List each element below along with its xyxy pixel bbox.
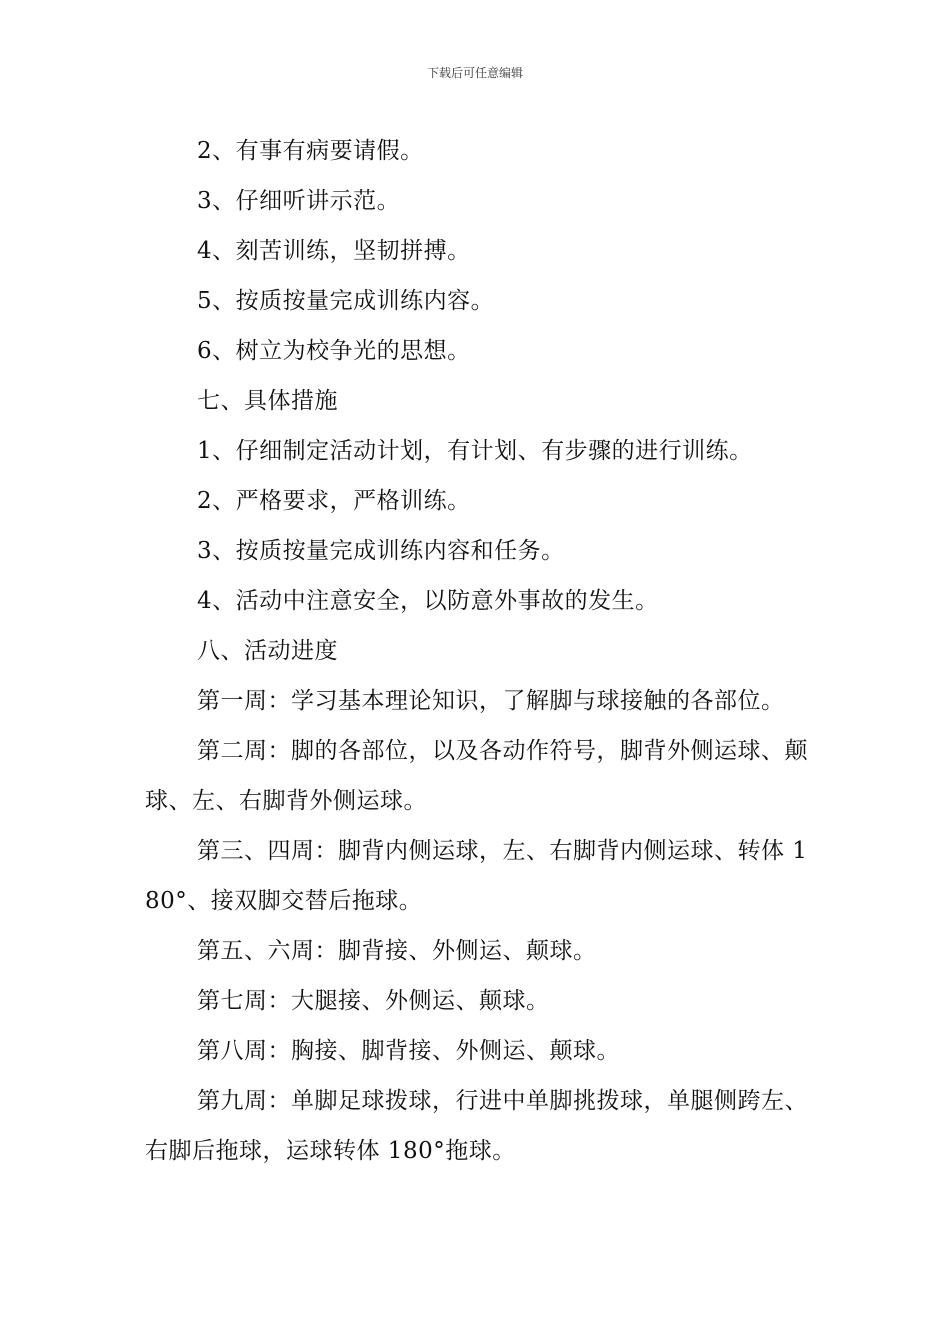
paragraph-rule-3: 3、仔细听讲示范。 xyxy=(197,188,401,214)
paragraph-rule-2: 2、有事有病要请假。 xyxy=(197,138,424,164)
paragraph-week-5-6: 第五、六周：脚背接、外侧运、颠球。 xyxy=(197,938,597,964)
page-header: 下载后可任意编辑 xyxy=(426,66,523,80)
paragraph-measure-1: 1、仔细制定活动计划，有计划、有步骤的进行训练。 xyxy=(197,438,753,464)
paragraph-measure-3: 3、按质按量完成训练内容和任务。 xyxy=(197,538,565,564)
paragraph-week-9: 第九周：单脚足球拨球，行进中单脚挑拨球，单腿侧跨左、右脚后拖球，运球转体 180°拖球。 xyxy=(145,1088,808,1164)
paragraph-week-8: 第八周：胸接、脚背接、外侧运、颠球。 xyxy=(197,1038,620,1064)
paragraph-measure-2: 2、严格要求，严格训练。 xyxy=(197,488,471,514)
document-body xyxy=(145,126,810,1176)
paragraph-rule-5: 5、按质按量完成训练内容。 xyxy=(197,288,495,314)
section-heading-schedule: 八、活动进度 xyxy=(197,638,338,664)
paragraph-rule-4: 4、刻苦训练，坚韧拼搏。 xyxy=(197,238,471,264)
paragraph-week-1: 第一周：学习基本理论知识，了解脚与球接触的各部位。 xyxy=(197,688,785,714)
paragraph-week-7: 第七周：大腿接、外侧运、颠球。 xyxy=(197,988,550,1014)
paragraph-week-3-4: 第三、四周：脚背内侧运球，左、右脚背内侧运球、转体 180°、接双脚交替后拖球。 xyxy=(145,838,808,914)
paragraph-week-2: 第二周：脚的各部位，以及各动作符号，脚背外侧运球、颠球、左、右脚背外侧运球。 xyxy=(145,738,808,814)
paragraph-measure-4: 4、活动中注意安全，以防意外事故的发生。 xyxy=(197,588,659,614)
paragraph-rule-6: 6、树立为校争光的思想。 xyxy=(197,338,471,364)
section-heading-measures: 七、具体措施 xyxy=(197,388,338,414)
